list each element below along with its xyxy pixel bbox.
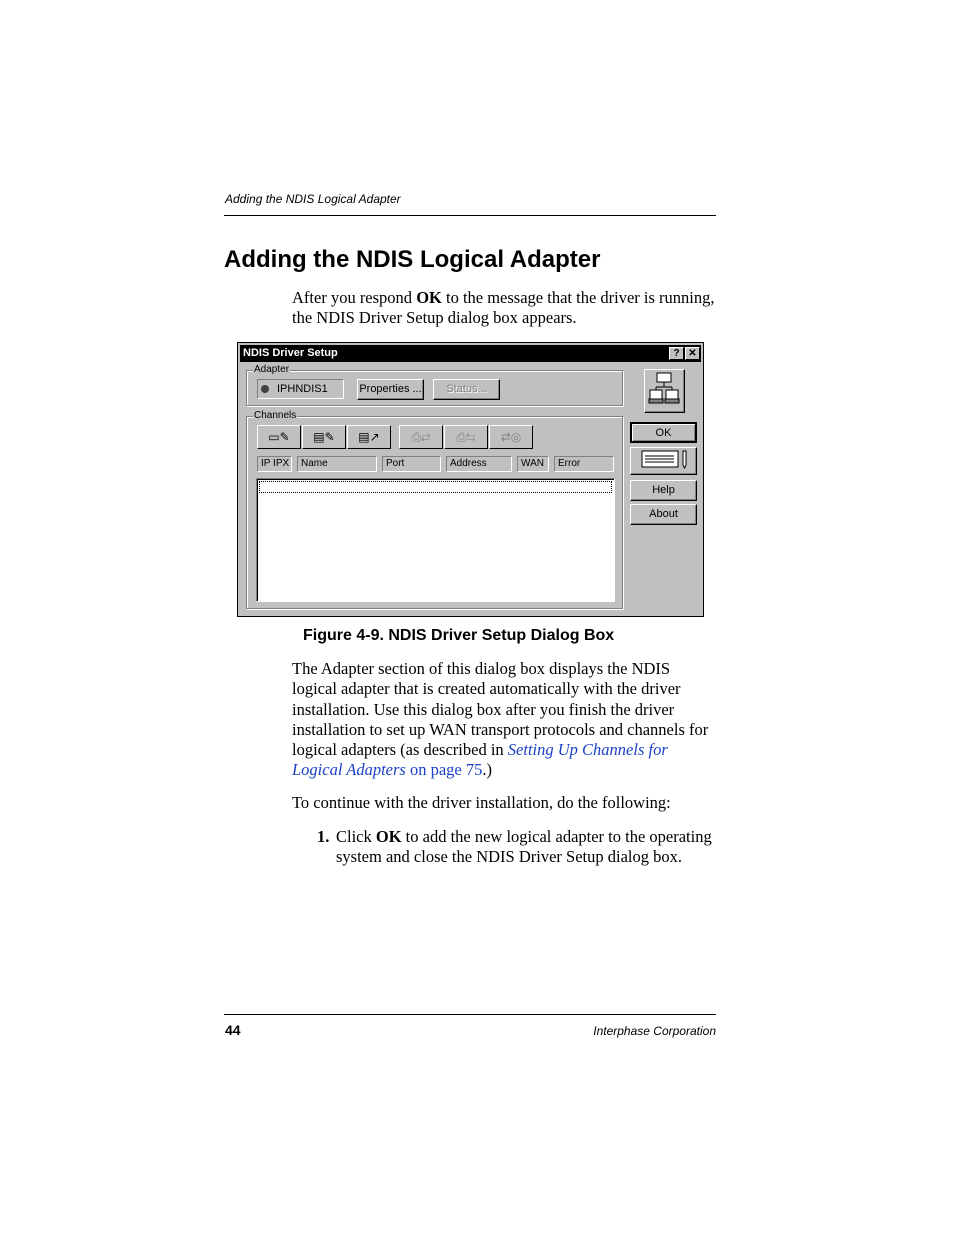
adapter-icon bbox=[261, 385, 269, 393]
intro-paragraph: After you respond OK to the message that the driver is running, the NDIS Driver Setup dialog box appears. bbox=[292, 288, 715, 328]
copy-channel-icon[interactable]: ▤↗ bbox=[347, 425, 391, 449]
header-rule bbox=[224, 215, 716, 216]
list-focus-row bbox=[259, 481, 612, 493]
notepad-icon bbox=[636, 448, 692, 470]
channels-toolbar bbox=[257, 425, 537, 451]
add-channel-icon[interactable]: ▭✎ bbox=[257, 425, 301, 449]
column-wan[interactable]: WAN bbox=[517, 456, 549, 472]
column-address[interactable]: Address bbox=[446, 456, 512, 472]
footer-company: Interphase Corporation bbox=[593, 1024, 716, 1038]
channels-group-label: Channels bbox=[254, 410, 297, 421]
connect-channel-icon[interactable]: ⎙⇄ bbox=[399, 425, 443, 449]
figure-caption: Figure 4-9. NDIS Driver Setup Dialog Box bbox=[303, 627, 615, 644]
properties-button[interactable]: Properties ... bbox=[357, 379, 424, 400]
notepad-button[interactable] bbox=[630, 447, 697, 475]
column-name[interactable]: Name bbox=[297, 456, 377, 472]
setting-up-channels-link[interactable]: Setting Up Channels for Logical Adapters on page 75 bbox=[292, 740, 668, 780]
channels-list[interactable] bbox=[256, 478, 615, 602]
edit-channel-icon[interactable]: ▤✎ bbox=[302, 425, 346, 449]
channels-group bbox=[246, 410, 623, 609]
adapter-group bbox=[246, 364, 623, 406]
disconnect-channel-icon[interactable]: ⎙⇆ bbox=[444, 425, 488, 449]
close-button[interactable]: ✕ bbox=[685, 347, 700, 360]
network-computers-icon bbox=[647, 370, 683, 408]
help-button[interactable]: Help bbox=[630, 480, 697, 501]
step-text: Click OK to add the new logical adapter to the operating system and close the NDIS Driver Setup dialog box. bbox=[336, 827, 712, 867]
footer-rule bbox=[224, 1014, 716, 1015]
running-head: Adding the NDIS Logical Adapter bbox=[225, 192, 401, 206]
ok-button[interactable]: OK bbox=[630, 422, 697, 443]
adapter-description-paragraph: The Adapter section of this dialog box displays the NDIS logical adapter that is created automatically with the driver installation. Use this dialog box after you finish the driver installation to set up WAN transport protocols and channels for logical adapters (as described in Setting Up Channels for Logical Adapters on page 75.) bbox=[292, 659, 709, 780]
ndis-driver-setup-dialog bbox=[237, 342, 704, 617]
column-ip-ipx[interactable]: IP IPX bbox=[257, 456, 292, 472]
status-button[interactable]: Status... bbox=[433, 379, 500, 400]
continue-paragraph: To continue with the driver installation, do the following: bbox=[292, 793, 671, 812]
network-adapter-icon[interactable] bbox=[644, 369, 685, 413]
adapter-group-label: Adapter bbox=[254, 364, 290, 375]
page-number: 44 bbox=[225, 1022, 241, 1038]
dialog-titlebar bbox=[240, 345, 701, 362]
column-port[interactable]: Port bbox=[382, 456, 441, 472]
section-title: Adding the NDIS Logical Adapter bbox=[224, 246, 601, 273]
help-question-button[interactable]: ? bbox=[669, 347, 684, 360]
dialog-title: NDIS Driver Setup bbox=[243, 347, 338, 359]
about-button[interactable]: About bbox=[630, 504, 697, 525]
step-number: 1. bbox=[317, 827, 330, 846]
adapter-list-item[interactable]: IPHNDIS1 bbox=[257, 379, 344, 399]
test-channel-icon[interactable]: ⇄◎ bbox=[489, 425, 533, 449]
column-error[interactable]: Error bbox=[554, 456, 614, 472]
channels-column-headers bbox=[257, 456, 617, 472]
